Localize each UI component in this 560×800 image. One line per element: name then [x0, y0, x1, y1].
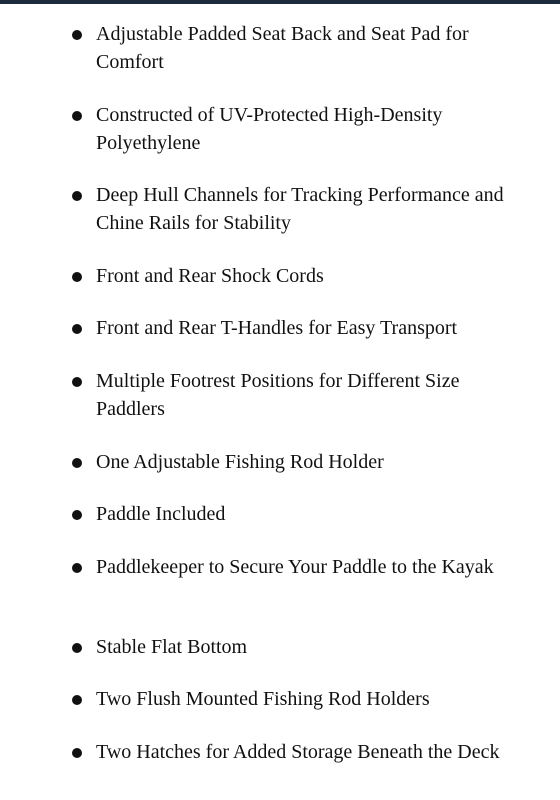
feature-text: Front and Rear Shock Cords: [96, 265, 324, 287]
bullet-icon: [72, 563, 82, 573]
feature-text: One Adjustable Fishing Rod Holder: [96, 451, 384, 473]
feature-text: Adjustable Padded Seat Back and Seat Pad for Comfort: [96, 23, 469, 73]
feature-text: Deep Hull Channels for Tracking Performance and Chine Rails for Stability: [96, 184, 504, 234]
bullet-icon: [72, 748, 82, 758]
feature-text: Constructed of UV-Protected High-Density Polyethylene: [96, 104, 443, 154]
bullet-icon: [72, 377, 82, 387]
bullet-icon: [72, 272, 82, 282]
bullet-icon: [72, 695, 82, 705]
bullet-icon: [72, 30, 82, 40]
feature-text: Two Hatches for Added Storage Beneath the Deck: [96, 741, 500, 763]
bullet-icon: [72, 458, 82, 468]
top-bar: [0, 0, 560, 4]
bullet-icon: [72, 510, 82, 520]
bullet-icon: [72, 643, 82, 653]
bullet-icon: [72, 191, 82, 201]
feature-text: Paddle Included: [96, 503, 226, 525]
feature-text: Paddlekeeper to Secure Your Paddle to the Kayak: [96, 556, 494, 578]
feature-text: Front and Rear T-Handles for Easy Transport: [96, 317, 458, 339]
feature-text: Stable Flat Bottom: [96, 636, 248, 658]
bullet-icon: [72, 324, 82, 334]
bullet-icon: [72, 111, 82, 121]
feature-text: Two Flush Mounted Fishing Rod Holders: [96, 688, 430, 710]
feature-text: Multiple Footrest Positions for Different Size Paddlers: [96, 370, 460, 420]
